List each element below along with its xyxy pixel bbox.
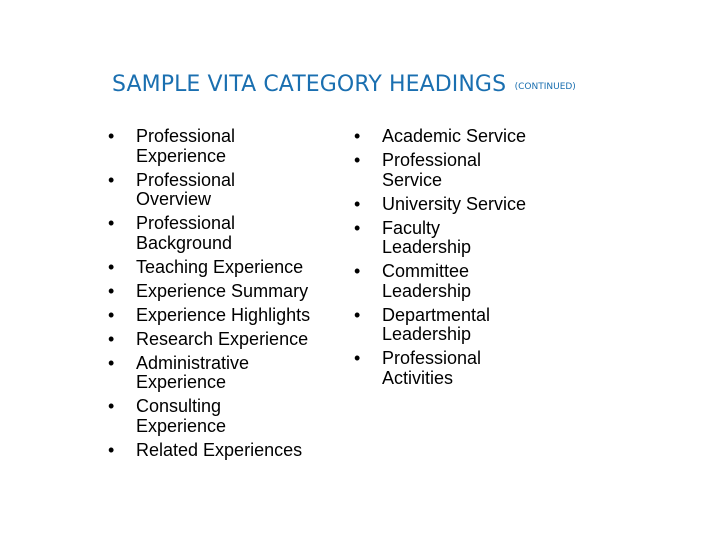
item-line2: Experience <box>136 372 227 392</box>
left-list-item <box>108 282 343 302</box>
item-line2: Overview <box>136 189 212 209</box>
item-line2: Leadership <box>382 237 472 257</box>
item-line2: Leadership <box>382 324 472 344</box>
bullet-icon: • <box>108 126 115 146</box>
bullet-icon: • <box>354 217 361 238</box>
right-list-item <box>354 127 554 147</box>
item-line1: Teaching Experience <box>136 256 304 277</box>
left-list-item <box>108 354 343 393</box>
item-line2: Background <box>136 232 233 253</box>
left-list-item <box>108 171 343 210</box>
bullet-icon: • <box>354 193 361 214</box>
bullet-icon: • <box>354 150 361 170</box>
bullet-icon: • <box>354 304 361 325</box>
title-sub: (CONTINUED) <box>514 82 576 92</box>
right-list-item <box>354 306 554 345</box>
title-main: SAMPLE VITA CATEGORY HEADINGS <box>112 72 507 97</box>
item-line1: University Service <box>382 193 527 214</box>
bullet-icon: • <box>108 396 115 416</box>
left-list-item <box>108 306 343 326</box>
right-list-item <box>354 349 554 388</box>
bullet-icon: • <box>354 261 361 281</box>
left-list-item <box>108 258 343 278</box>
item-line1: Experience Highlights <box>136 304 311 325</box>
bullet-icon: • <box>108 280 115 301</box>
item-line2: Experience <box>136 145 227 166</box>
item-line1: Consulting <box>136 396 222 416</box>
item-line1: Experience Summary <box>136 280 309 301</box>
item-line1: Professional <box>136 126 236 146</box>
left-list-item <box>108 127 343 166</box>
left-list-item <box>108 397 343 436</box>
item-line2: Service <box>382 169 443 190</box>
right-list-item <box>354 195 554 215</box>
item-line1: Professional <box>136 169 236 190</box>
item-line2: Leadership <box>382 280 472 301</box>
item-line1: Related Experiences <box>136 439 303 460</box>
bullet-icon: • <box>108 169 115 190</box>
right-list-item <box>354 262 554 301</box>
bullet-icon: • <box>354 126 361 146</box>
item-line1: Departmental <box>382 304 491 325</box>
item-line1: Administrative <box>136 352 250 373</box>
bullet-icon: • <box>108 213 115 233</box>
item-line2: Activities <box>382 367 454 388</box>
left-list-item <box>108 214 343 253</box>
left-list-item <box>108 330 343 350</box>
item-line1: Professional <box>136 213 236 233</box>
right-bullet-list <box>354 127 554 393</box>
bullet-icon: • <box>108 439 115 460</box>
right-list-item <box>354 151 554 190</box>
item-line1: Professional <box>382 348 482 368</box>
item-line1: Faculty <box>382 217 441 238</box>
item-line1: Professional <box>382 150 482 170</box>
bullet-icon: • <box>108 304 115 325</box>
bullet-icon: • <box>108 256 115 277</box>
slide-title <box>112 72 576 97</box>
bullet-icon: • <box>354 348 361 368</box>
item-line1: Academic Service <box>382 126 527 146</box>
item-line1: Committee <box>382 261 470 281</box>
bullet-icon: • <box>108 352 115 373</box>
right-list-item <box>354 219 554 258</box>
item-line1: Research Experience <box>136 328 309 349</box>
left-list-item <box>108 441 343 461</box>
left-bullet-list <box>108 127 343 465</box>
bullet-icon: • <box>108 328 115 349</box>
item-line2: Experience <box>136 415 227 436</box>
